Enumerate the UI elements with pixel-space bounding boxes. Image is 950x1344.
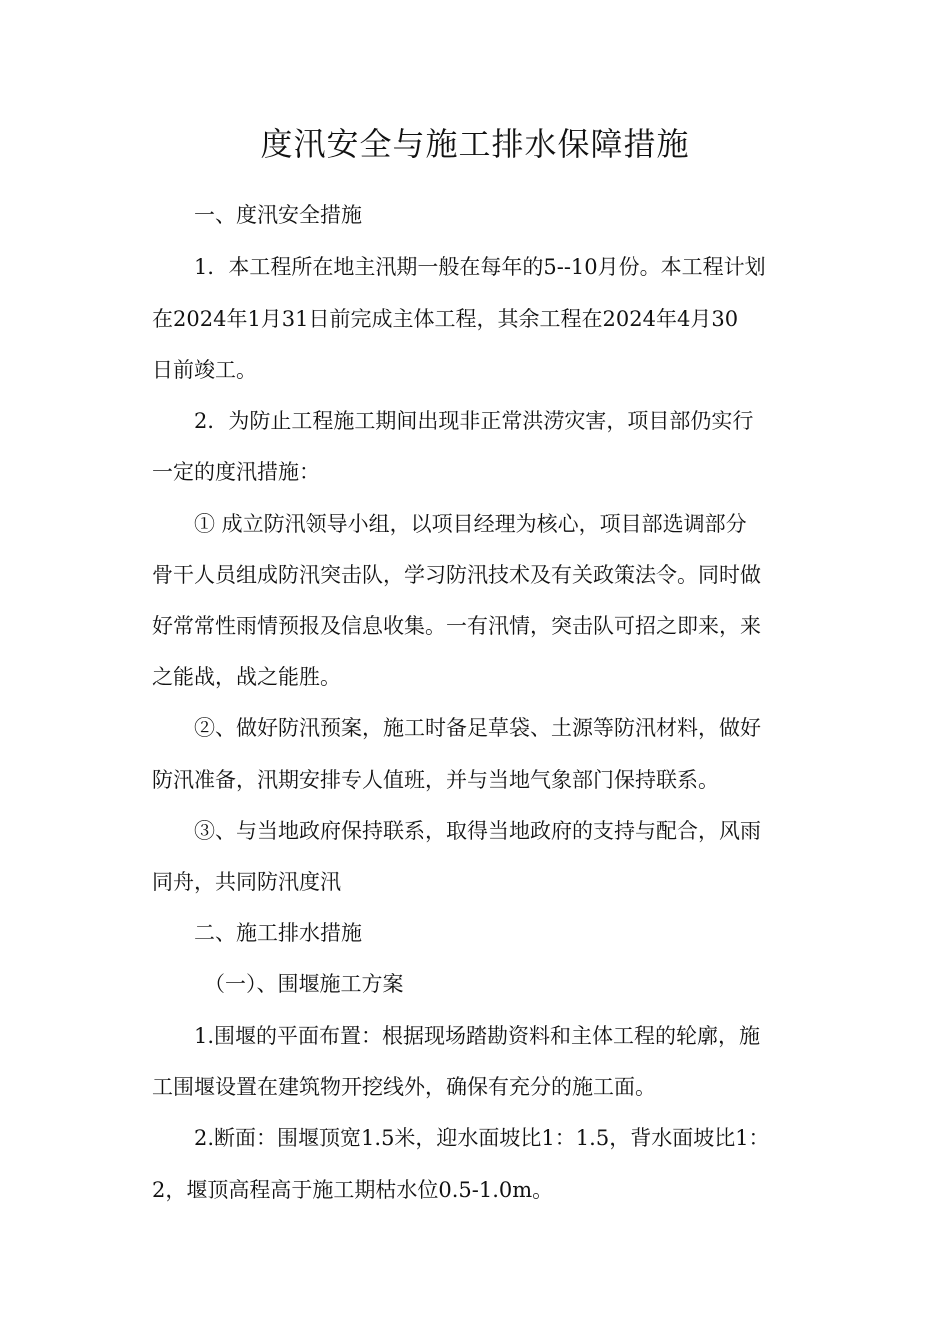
paragraph-line: ②、做好防汛预案，施工时备足草袋、土源等防汛材料，做好 bbox=[194, 716, 761, 740]
section-heading-drainage: 二、施工排水措施 bbox=[194, 921, 362, 945]
paragraph-line: 防汛准备，汛期安排专人值班，并与当地气象部门保持联系。 bbox=[152, 768, 719, 792]
paragraph-line: ① 成立防汛领导小组，以项目经理为核心，项目部选调部分 bbox=[194, 512, 747, 536]
paragraph-line: 1．本工程所在地主汛期一般在每年的5--10月份。本工程计划 bbox=[194, 255, 766, 279]
paragraph-line: 同舟，共同防汛度汛 bbox=[152, 870, 341, 894]
document-title: 度汛安全与施工排水保障措施 bbox=[260, 125, 690, 163]
paragraph-line: 好常常性雨情预报及信息收集。一有汛情，突击队可招之即来，来 bbox=[152, 614, 761, 638]
paragraph-line: 2．为防止工程施工期间出现非正常洪涝灾害，项目部仍实行 bbox=[194, 409, 754, 433]
subsection-heading-cofferdam: （一）、围堰施工方案 bbox=[204, 972, 404, 996]
paragraph-line: 2，堰顶高程高于施工期枯水位0.5-1.0m。 bbox=[152, 1178, 554, 1202]
paragraph-line: 2.断面：围堰顶宽1.5米，迎水面坡比1：1.5，背水面坡比1： bbox=[194, 1126, 770, 1150]
paragraph-line: 之能战，战之能胜。 bbox=[152, 665, 341, 689]
paragraph-line: 日前竣工。 bbox=[152, 358, 257, 382]
paragraph-line: 骨干人员组成防汛突击队，学习防汛技术及有关政策法令。同时做 bbox=[152, 563, 761, 587]
paragraph-line: 一定的度汛措施： bbox=[152, 460, 320, 484]
paragraph-line: 工围堰设置在建筑物开挖线外，确保有充分的施工面。 bbox=[152, 1075, 656, 1099]
paragraph-line: ③、与当地政府保持联系，取得当地政府的支持与配合，风雨 bbox=[194, 819, 761, 843]
paragraph-line: 1.围堰的平面布置：根据现场踏勘资料和主体工程的轮廓，施 bbox=[194, 1024, 761, 1048]
section-heading-flood-safety: 一、度汛安全措施 bbox=[194, 203, 362, 227]
paragraph-line: 在2024年1月31日前完成主体工程，其余工程在2024年4月30 bbox=[152, 307, 739, 331]
